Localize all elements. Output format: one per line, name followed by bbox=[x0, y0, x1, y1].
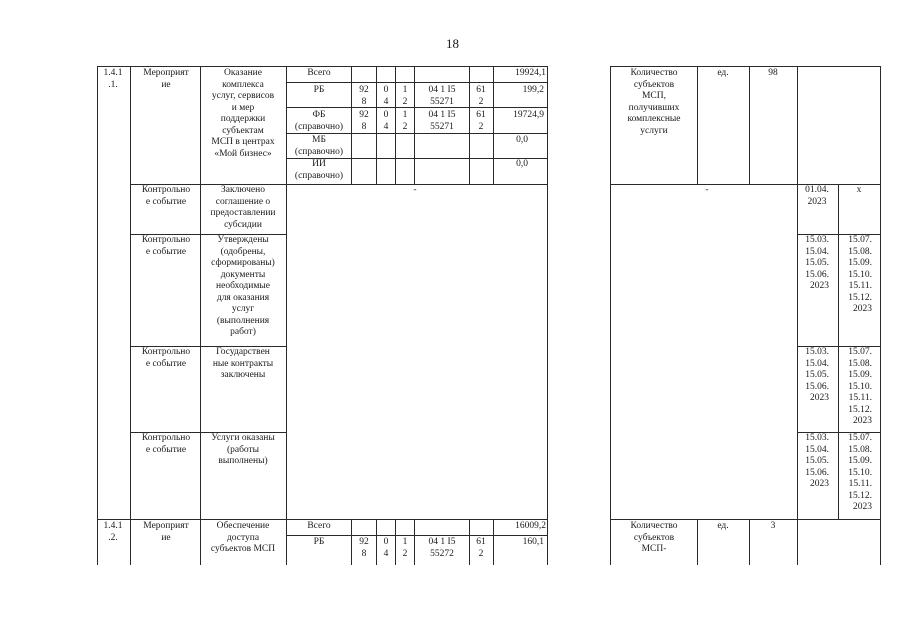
fin-row3-pr: 1 2 bbox=[402, 110, 408, 132]
event4-date-end: 15.07. 15.08. 15.09. 15.10. 15.11. 15.12. 2023 bbox=[848, 433, 872, 512]
fin-row2-rz: 0 4 bbox=[383, 85, 389, 107]
event3-type: Контрольно е событие bbox=[141, 347, 191, 369]
row2-type: Мероприят ие bbox=[143, 521, 189, 543]
event1-date-start: 01.04. 2023 bbox=[805, 185, 829, 207]
fin2-row2-pr: 1 2 bbox=[402, 537, 408, 559]
fin-row2-grbs: 92 8 bbox=[359, 85, 369, 107]
row1-unit: ед. bbox=[717, 68, 729, 78]
row1-name: Оказание комплекса услуг, сервисов и мер поддержки субъектам МСП в центрах «Мой бизнес» bbox=[211, 68, 275, 159]
fin2-row2-sum: 160,1 bbox=[522, 537, 544, 547]
table-border-right bbox=[880, 66, 881, 565]
fin-row1-sum: 19924,1 bbox=[515, 68, 546, 78]
fin2-row2-vr: 61 2 bbox=[476, 537, 486, 559]
row2-name: Обеспечение доступа субъектов МСП bbox=[210, 521, 276, 554]
grid-line-h bbox=[97, 519, 547, 520]
grid-line-v bbox=[130, 66, 131, 565]
event1-date-end: х bbox=[856, 185, 862, 195]
fin-row1-source: Всего bbox=[307, 68, 331, 78]
fin-row3-rz: 0 4 bbox=[383, 110, 389, 132]
table-border-top bbox=[610, 66, 880, 67]
fin2-row1-sum: 16009,2 bbox=[515, 521, 546, 531]
fin-row2-source: РБ bbox=[313, 85, 325, 95]
event3-name: Государствен ные контракты заключены bbox=[212, 347, 274, 380]
fin-row3-source: ФБ (справочно) bbox=[294, 110, 344, 132]
event1-dash: - bbox=[413, 185, 417, 195]
fin2-row2-rz: 0 4 bbox=[383, 537, 389, 559]
fin-row3-csr: 04 1 I5 55271 bbox=[428, 110, 456, 132]
grid-line-h bbox=[286, 82, 547, 83]
fin2-row2-csr: 04 1 I5 55272 bbox=[428, 537, 456, 559]
table-border-top bbox=[97, 66, 547, 67]
event4-name: Услуги оказаны (работы выполнены) bbox=[211, 433, 275, 466]
fin-row4-sum: 0,0 bbox=[516, 135, 528, 145]
table-border-left bbox=[97, 66, 98, 565]
fin-row2-pr: 1 2 bbox=[402, 85, 408, 107]
fin-row5-sum: 0,0 bbox=[516, 159, 528, 169]
grid-line-v bbox=[697, 66, 698, 184]
event1-dash-indicator: - bbox=[705, 185, 709, 195]
grid-line-h bbox=[286, 535, 547, 536]
fin-row5-source: ИИ (справочно) bbox=[294, 159, 344, 181]
row2-unit: ед. bbox=[717, 521, 729, 531]
fin-row2-vr: 61 2 bbox=[476, 85, 486, 107]
grid-line-h bbox=[610, 519, 880, 520]
event1-type: Контрольно е событие bbox=[141, 185, 191, 207]
fin-row2-csr: 04 1 I5 55271 bbox=[428, 85, 456, 107]
grid-line-v bbox=[749, 66, 750, 184]
grid-line-v bbox=[610, 66, 611, 565]
grid-line-h bbox=[286, 133, 547, 134]
row2-value: 3 bbox=[770, 521, 776, 531]
event2-date-start: 15.03. 15.04. 15.05. 15.06. 2023 bbox=[805, 235, 829, 291]
event2-date-end: 15.07. 15.08. 15.09. 15.10. 15.11. 15.12. 2023 bbox=[848, 235, 872, 314]
row1-number: 1.4.1 .1. bbox=[103, 68, 123, 90]
fin-row2-sum: 199,2 bbox=[522, 85, 544, 95]
row2-indicator: Количество субъектов МСП- bbox=[630, 521, 678, 554]
event3-date-start: 15.03. 15.04. 15.05. 15.06. 2023 bbox=[805, 347, 829, 403]
event3-date-end: 15.07. 15.08. 15.09. 15.10. 15.11. 15.12. 2023 bbox=[848, 347, 872, 426]
fin-row4-source: МБ (справочно) bbox=[294, 135, 344, 157]
grid-line-v bbox=[797, 519, 798, 565]
fin2-row2-grbs: 92 8 bbox=[359, 537, 369, 559]
event4-date-start: 15.03. 15.04. 15.05. 15.06. 2023 bbox=[805, 433, 829, 489]
row1-type: Мероприят ие bbox=[143, 68, 189, 90]
row1-indicator: Количество субъектов МСП, получивших комплексные услуги bbox=[627, 68, 681, 136]
event2-type: Контрольно е событие bbox=[141, 235, 191, 257]
row2-number: 1.4.1 .2. bbox=[103, 521, 123, 543]
row1-value: 98 bbox=[768, 68, 778, 78]
fin-row3-vr: 61 2 bbox=[476, 110, 486, 132]
fin-row3-sum: 19724,9 bbox=[513, 110, 544, 120]
page-number: 18 bbox=[446, 36, 459, 51]
fin2-row2-source: РБ bbox=[313, 537, 325, 547]
event4-type: Контрольно е событие bbox=[141, 433, 191, 455]
fin-row3-grbs: 92 8 bbox=[359, 110, 369, 132]
grid-line-v bbox=[547, 66, 548, 565]
event2-name: Утверждены (одобрены, сформированы) документы необходимые для оказания услуг (выполнения работ) bbox=[211, 235, 275, 337]
fin2-row1-source: Всего bbox=[307, 521, 331, 531]
event1-name: Заключено соглашение о предоставлении субсидии bbox=[210, 185, 276, 230]
